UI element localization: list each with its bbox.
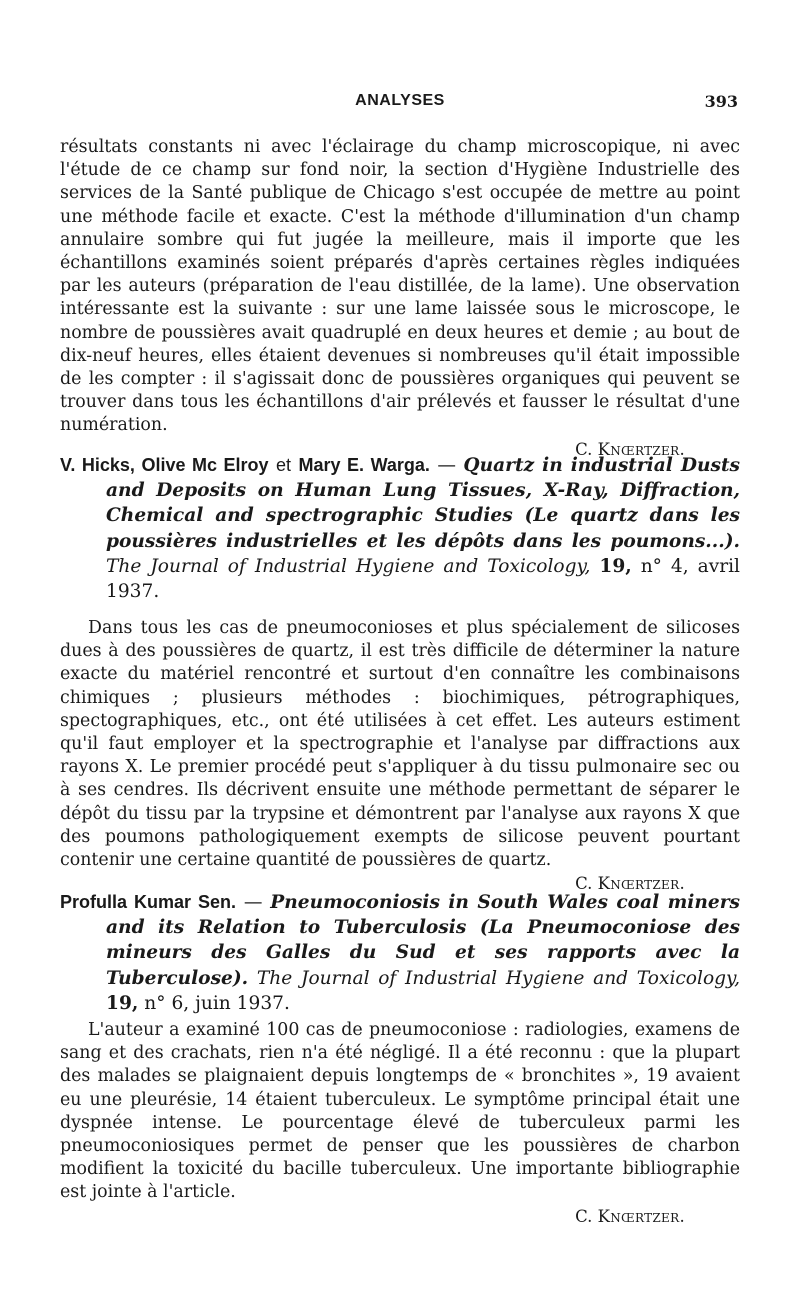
entry-dash: — <box>243 892 263 913</box>
signature-name: Knœrtzer. <box>597 874 685 894</box>
entry-journal: The Journal of Industrial Hygiene and Toxicology, <box>106 555 591 577</box>
abstract-paragraph: L'auteur a examiné 100 cas de pneumoconiose : radiologies, examens de sang et des crachats, rien n'a été négligé. Il a été reconnu : que la plupart des malades se plaignaient depuis longtemps de « bronchites », 19 avaient eu une pleurésie, 14 étaient tuberculeux. Le symptôme principal était une dyspnée intense. Le pourcentage élevé de tuberculeux parmi les pneumoconiosiques permet de penser que les poussières de charbon modifient la toxicité du bacille tuberculeux. Une importante bibliographie est jointe à l'article. <box>60 1020 740 1203</box>
entry-issue: n° 4, avril 1937. <box>106 555 740 603</box>
entry-title: Quartz in industrial Dusts and Deposits on Human Lung Tissues, X-Ray, Diffraction, Chemical and spectrographic Studies (Le quartz dans les poussières industrielles et les dépôts dans les poumons...). <box>106 455 741 552</box>
abstract-sen <box>60 1019 740 1228</box>
entry-author-conjunction: et <box>276 455 292 475</box>
entry-journal: The Journal of Industrial Hygiene and Toxicology, <box>256 967 740 989</box>
running-head <box>62 92 738 116</box>
entry-volume: 19, <box>599 555 632 577</box>
abstract-paragraph: Dans tous les cas de pneumoconioses et plus spécialement de silicoses dues à des poussières de quartz, il est très difficile de déterminer la nature exacte du matériel rencontré et surtout d'en connaître les combinaisons chimiques ; plusieurs méthodes : biochimiques, pétrographiques, spectographiques, etc., ont été utilisées à cet effet. Les auteurs estiment qu'il faut employer et la spectrographie et l'analyse par diffractions aux rayons X. Le premier procédé peut s'appliquer à du tissu pulmonaire sec ou à ses cendres. Ils décrivent ensuite une méthode permettant de séparer le dépôt du tissu par la trypsine et démontrent par l'analyse aux rayons X que des poumons pathologiquement exempts de silicose peuvent pourtant contenir une certaine quantité de poussières de quartz. <box>60 618 740 871</box>
entry-author: Profulla Kumar Sen. <box>60 892 236 912</box>
entry-authors: V. Hicks, Olive Mc Elroy <box>60 455 269 475</box>
entry-citation <box>60 890 740 1016</box>
entry-author-last: Mary E. Warga. <box>298 455 430 475</box>
entry-title: Pneumoconiosis in South Wales coal miners and its Relation to Tuberculosis (La Pneumoconiose des mineurs des Galles du Sud et ses rapports avec la Tuberculose). <box>106 892 740 989</box>
signature-name: Knœrtzer. <box>597 1206 685 1226</box>
entry-issue: n° 6, juin 1937. <box>144 992 290 1014</box>
signature-name: Knœrtzer. <box>597 439 685 459</box>
page-number: 393 <box>704 92 738 111</box>
reviewer-signature <box>60 1205 740 1228</box>
review-entry-sen <box>60 890 740 1016</box>
running-title: ANALYSES <box>355 92 445 109</box>
signature-initial: C. <box>575 439 593 459</box>
abstract-paragraph: résultats constants ni avec l'éclairage du champ microscopique, ni avec l'étude de ce champ sur fond noir, la section d'Hygiène Industrielle des services de la Santé publique de Chicago s'est occupée de mettre au point une méthode facile et exacte. C'est la méthode d'illumination d'un champ annulaire sombre qui fut jugée la meilleure, mais il importe que les échantillons examinés soient préparés d'après certaines règles indiquées par les auteurs (préparation de l'eau distillée, de la lame). Une observation intéressante est la suivante : sur une lame laissée sous le microscope, le nombre de poussières avait quadruplé en deux heures et demie ; au bout de dix-neuf heures, elles étaient devenues si nombreuses qu'il était impossible de les compter : il s'agissait donc de poussières organiques qui peuvent se trouver dans tous les échantillons d'air prélevés et fausser le résultat d'une numération. <box>60 137 740 436</box>
entry-citation <box>60 453 740 604</box>
entry-volume: 19, <box>106 992 139 1014</box>
continued-abstract <box>60 136 740 461</box>
entry-dash: — <box>437 455 456 476</box>
signature-initial: C. <box>575 874 593 894</box>
review-entry-hicks <box>60 453 740 604</box>
signature-initial: C. <box>575 1206 593 1226</box>
abstract-hicks <box>60 617 740 895</box>
